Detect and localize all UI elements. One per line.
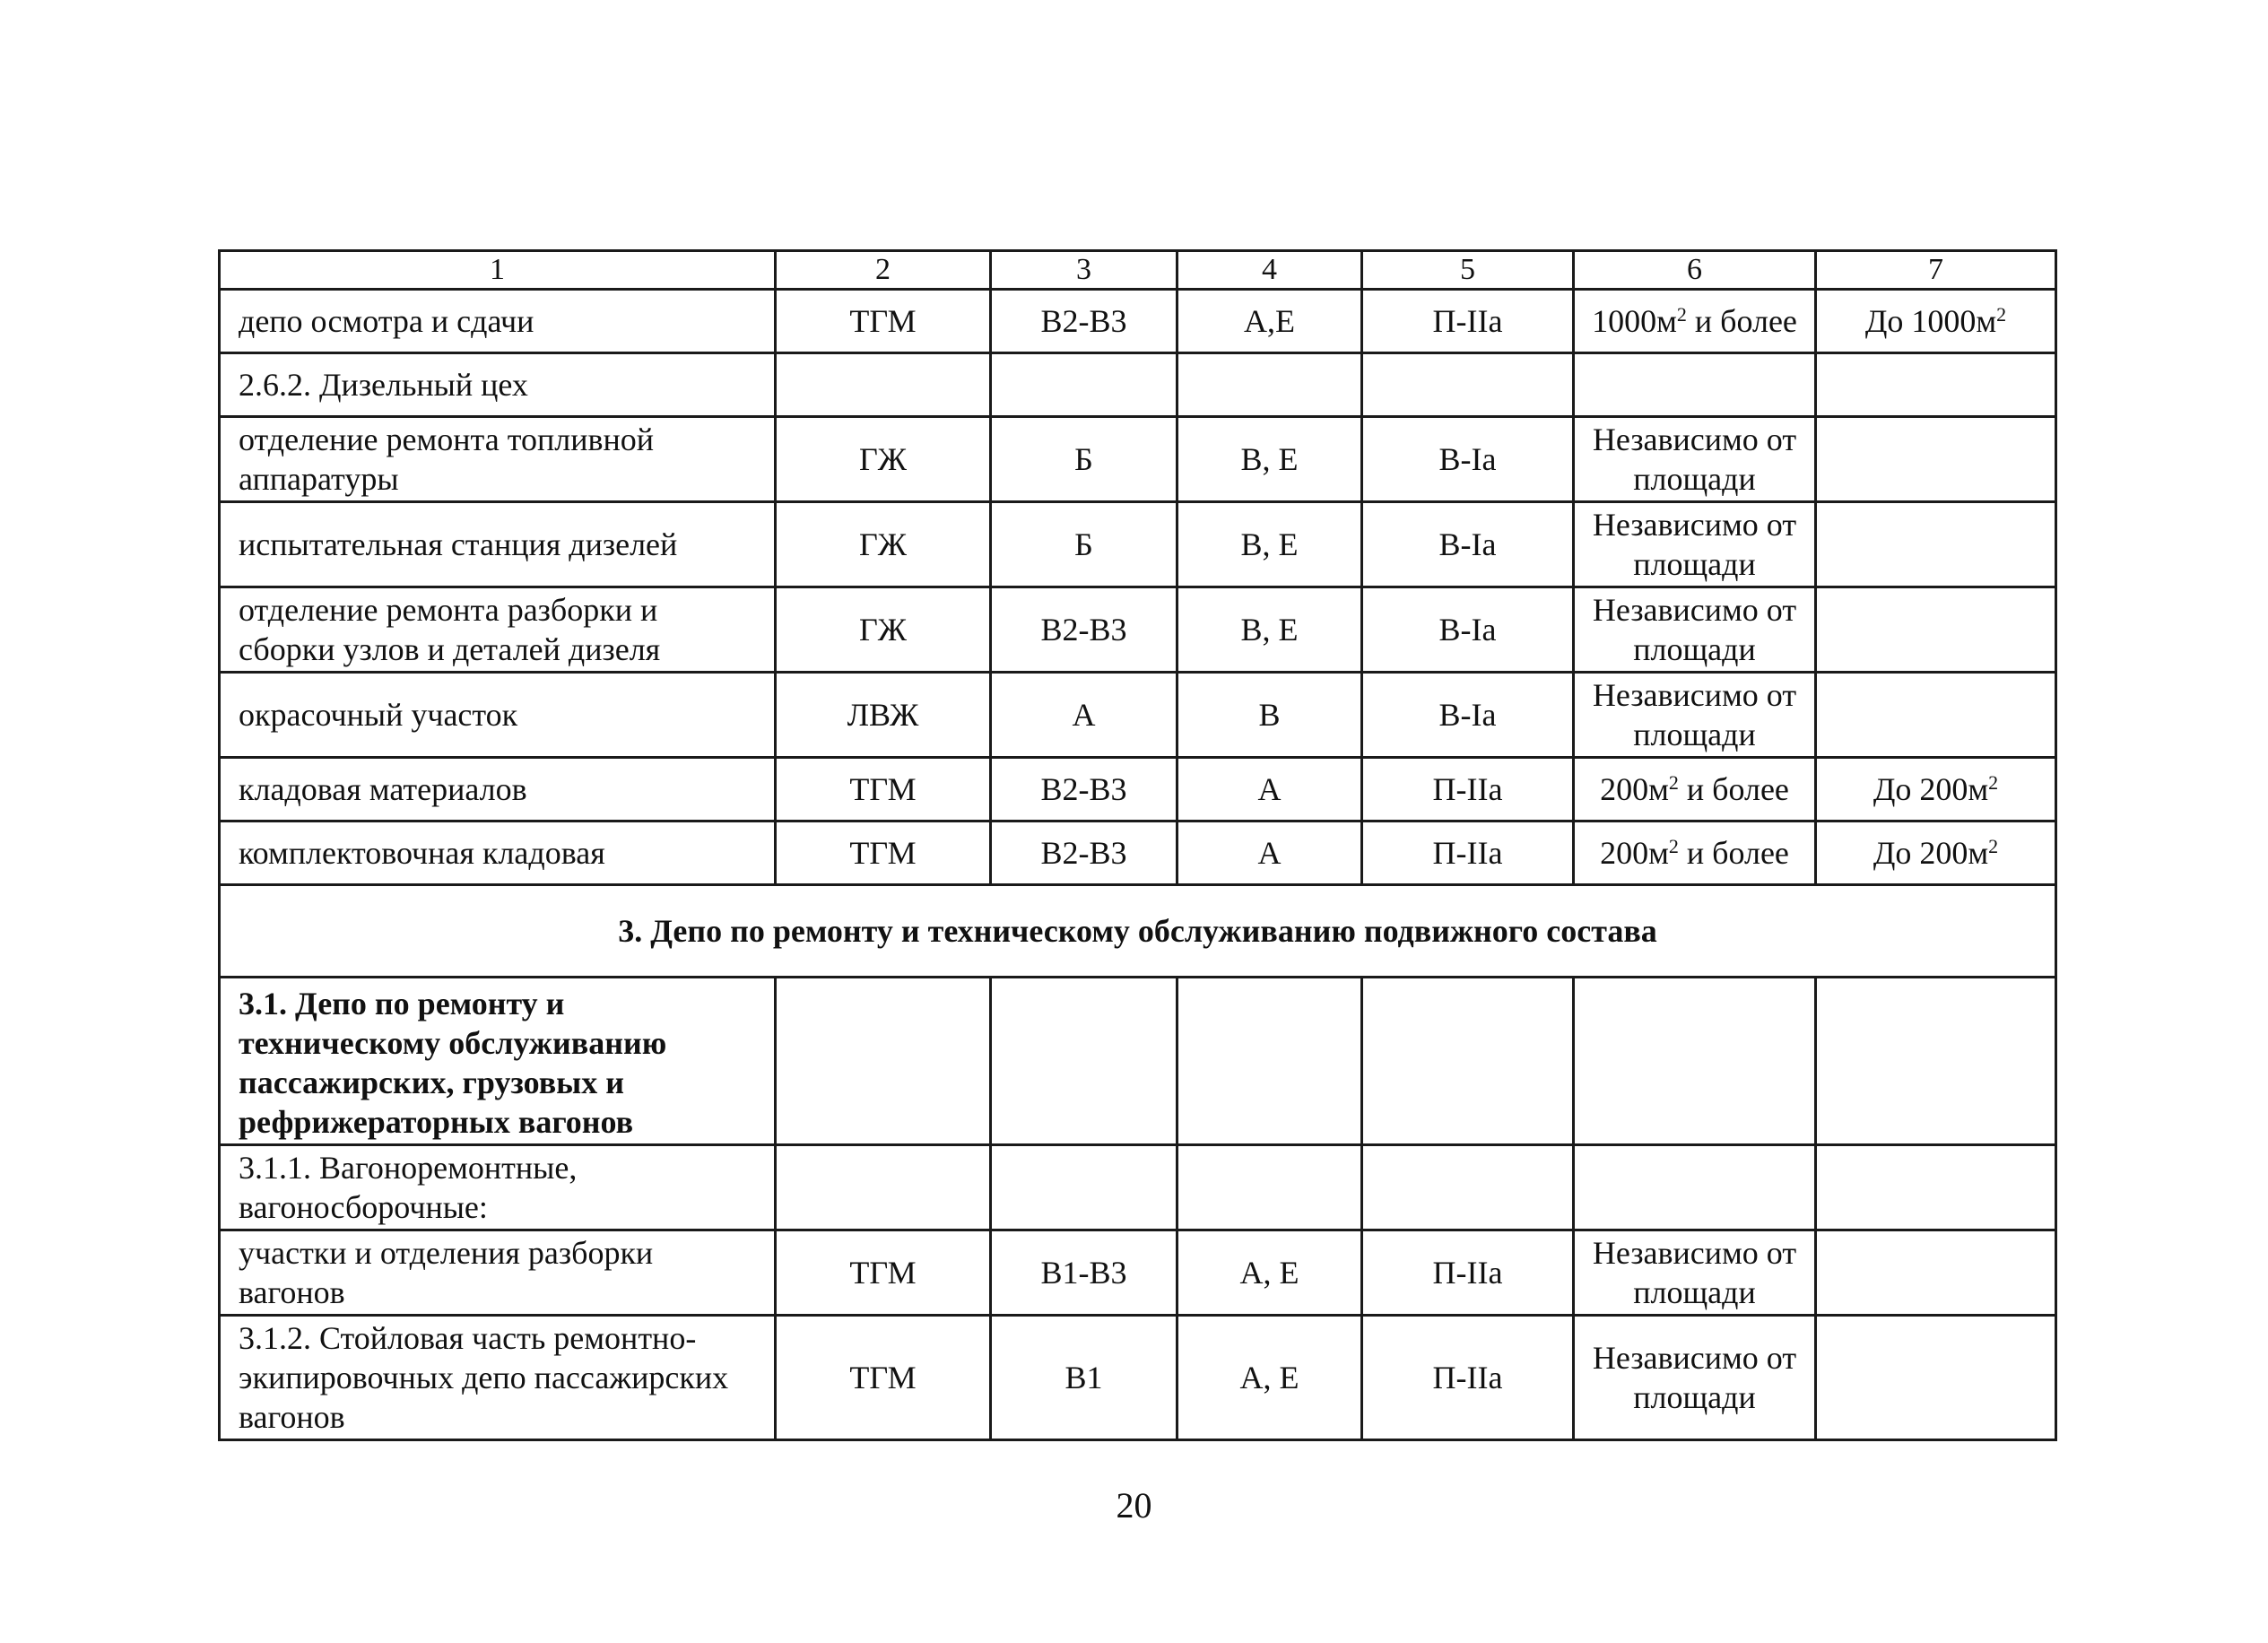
- cell-col7: [1816, 978, 2056, 1145]
- column-number: 7: [1816, 251, 2056, 290]
- table-row: [220, 353, 2056, 417]
- norms-table: [218, 249, 2057, 1441]
- column-number: 2: [776, 251, 991, 290]
- cell-col5: П-IIа: [1362, 1316, 1574, 1440]
- cell-col6: Независимо от площади: [1574, 502, 1816, 587]
- cell-col7: [1816, 1230, 2056, 1316]
- cell-col3: В1-В3: [991, 1230, 1177, 1316]
- superscript: 2: [1988, 771, 1999, 794]
- cell-col3: [991, 353, 1177, 417]
- area-value: До 1000м: [1864, 303, 1997, 339]
- table-row: [220, 673, 2056, 758]
- area-value: 200м: [1600, 835, 1669, 871]
- superscript: 2: [1668, 835, 1679, 857]
- cell-col6: Независимо от площади: [1574, 417, 1816, 502]
- room-name: депо осмотра и сдачи: [220, 290, 776, 353]
- subsection-title: 2.6.2. Дизельный цех: [220, 353, 776, 417]
- area-tail: и более: [1678, 835, 1789, 871]
- column-number: 5: [1362, 251, 1574, 290]
- cell-col4: А, Е: [1177, 1230, 1362, 1316]
- cell-col5: В-Iа: [1362, 502, 1574, 587]
- column-number: 1: [220, 251, 776, 290]
- area-tail: и более: [1686, 303, 1797, 339]
- cell-col5: [1362, 353, 1574, 417]
- section-heading: 3. Депо по ремонту и техническому обслуживанию подвижного состава: [220, 885, 2056, 978]
- area-value: До 200м: [1873, 835, 1989, 871]
- table-row: [220, 587, 2056, 673]
- column-number: 6: [1574, 251, 1816, 290]
- superscript: 2: [1988, 835, 1999, 857]
- cell-col3: Б: [991, 417, 1177, 502]
- cell-col7: [1816, 353, 2056, 417]
- area-value: 200м: [1600, 771, 1669, 807]
- cell-col2: [776, 1145, 991, 1230]
- area-tail: и более: [1678, 771, 1789, 807]
- cell-col6: [1574, 290, 1816, 353]
- cell-col5: П-IIа: [1362, 758, 1574, 822]
- room-name: комплектовочная кладовая: [220, 822, 776, 885]
- column-number-row: [220, 251, 2056, 290]
- cell-col4: В, Е: [1177, 417, 1362, 502]
- cell-col2: [776, 978, 991, 1145]
- subsection-title: 3.1.1. Вагоноремонтные, вагоносборочные:: [220, 1145, 776, 1230]
- cell-col5: [1362, 978, 1574, 1145]
- cell-col7: [1816, 502, 2056, 587]
- cell-col6: [1574, 353, 1816, 417]
- table-row: [220, 758, 2056, 822]
- cell-col2: ТГМ: [776, 758, 991, 822]
- column-number: 3: [991, 251, 1177, 290]
- cell-col3: [991, 1145, 1177, 1230]
- section-row: [220, 885, 2056, 978]
- cell-col6: [1574, 1145, 1816, 1230]
- area-value: 1000м: [1592, 303, 1677, 339]
- table-row: [220, 502, 2056, 587]
- cell-col4: А: [1177, 822, 1362, 885]
- cell-col3: В2-В3: [991, 587, 1177, 673]
- cell-col3: В1: [991, 1316, 1177, 1440]
- cell-col2: ГЖ: [776, 502, 991, 587]
- cell-col2: ЛВЖ: [776, 673, 991, 758]
- cell-col4: В, Е: [1177, 502, 1362, 587]
- cell-col4: А, Е: [1177, 1316, 1362, 1440]
- cell-col6: Независимо от площади: [1574, 1316, 1816, 1440]
- table-row: [220, 290, 2056, 353]
- cell-col4: В: [1177, 673, 1362, 758]
- cell-col7: [1816, 673, 2056, 758]
- cell-col7: [1816, 822, 2056, 885]
- room-name: испытательная станция дизелей: [220, 502, 776, 587]
- cell-col3: [991, 978, 1177, 1145]
- cell-col5: П-IIа: [1362, 290, 1574, 353]
- column-number: 4: [1177, 251, 1362, 290]
- cell-col3: А: [991, 673, 1177, 758]
- table-row: [220, 822, 2056, 885]
- table-row: [220, 1230, 2056, 1316]
- cell-col7: [1816, 417, 2056, 502]
- cell-col2: ТГМ: [776, 1316, 991, 1440]
- room-name: участки и отделения разборки вагонов: [220, 1230, 776, 1316]
- cell-col2: ТГМ: [776, 822, 991, 885]
- cell-col2: ГЖ: [776, 417, 991, 502]
- cell-col2: ТГМ: [776, 290, 991, 353]
- table-row: [220, 1145, 2056, 1230]
- cell-col4: [1177, 1145, 1362, 1230]
- cell-col2: ГЖ: [776, 587, 991, 673]
- superscript: 2: [1996, 303, 2007, 326]
- cell-col4: В, Е: [1177, 587, 1362, 673]
- cell-col3: В2-В3: [991, 290, 1177, 353]
- cell-col4: А: [1177, 758, 1362, 822]
- cell-col6: Независимо от площади: [1574, 1230, 1816, 1316]
- room-name: отделение ремонта топливной аппаратуры: [220, 417, 776, 502]
- cell-col6: [1574, 822, 1816, 885]
- cell-col6: [1574, 758, 1816, 822]
- room-name: окрасочный участок: [220, 673, 776, 758]
- cell-col6: [1574, 978, 1816, 1145]
- cell-col2: [776, 353, 991, 417]
- cell-col3: В2-В3: [991, 758, 1177, 822]
- cell-col5: В-Iа: [1362, 417, 1574, 502]
- table-row: [220, 417, 2056, 502]
- cell-col6: Независимо от площади: [1574, 587, 1816, 673]
- cell-col7: [1816, 1316, 2056, 1440]
- page-number: 20: [1116, 1485, 1152, 1526]
- cell-col3: В2-В3: [991, 822, 1177, 885]
- cell-col6: Независимо от площади: [1574, 673, 1816, 758]
- room-name: кладовая материалов: [220, 758, 776, 822]
- superscript: 2: [1676, 303, 1687, 326]
- cell-col2: ТГМ: [776, 1230, 991, 1316]
- table-row: [220, 1316, 2056, 1440]
- table-row: [220, 978, 2056, 1145]
- cell-col5: П-IIа: [1362, 822, 1574, 885]
- cell-col5: В-Iа: [1362, 673, 1574, 758]
- cell-col4: А,Е: [1177, 290, 1362, 353]
- cell-col5: П-IIа: [1362, 1230, 1574, 1316]
- cell-col5: В-Iа: [1362, 587, 1574, 673]
- cell-col3: Б: [991, 502, 1177, 587]
- superscript: 2: [1668, 771, 1679, 794]
- room-name: отделение ремонта разборки и сборки узлов и деталей дизеля: [220, 587, 776, 673]
- cell-col7: [1816, 587, 2056, 673]
- cell-col7: [1816, 290, 2056, 353]
- cell-col7: [1816, 758, 2056, 822]
- cell-col7: [1816, 1145, 2056, 1230]
- cell-col5: [1362, 1145, 1574, 1230]
- cell-col4: [1177, 353, 1362, 417]
- area-value: До 200м: [1873, 771, 1989, 807]
- room-name: 3.1.2. Стойловая часть ремонтно-экипировочных депо пассажирских вагонов: [220, 1316, 776, 1440]
- cell-col4: [1177, 978, 1362, 1145]
- subsection-title: 3.1. Депо по ремонту и техническому обслуживанию пассажирских, грузовых и рефрижераторных вагонов: [220, 978, 776, 1145]
